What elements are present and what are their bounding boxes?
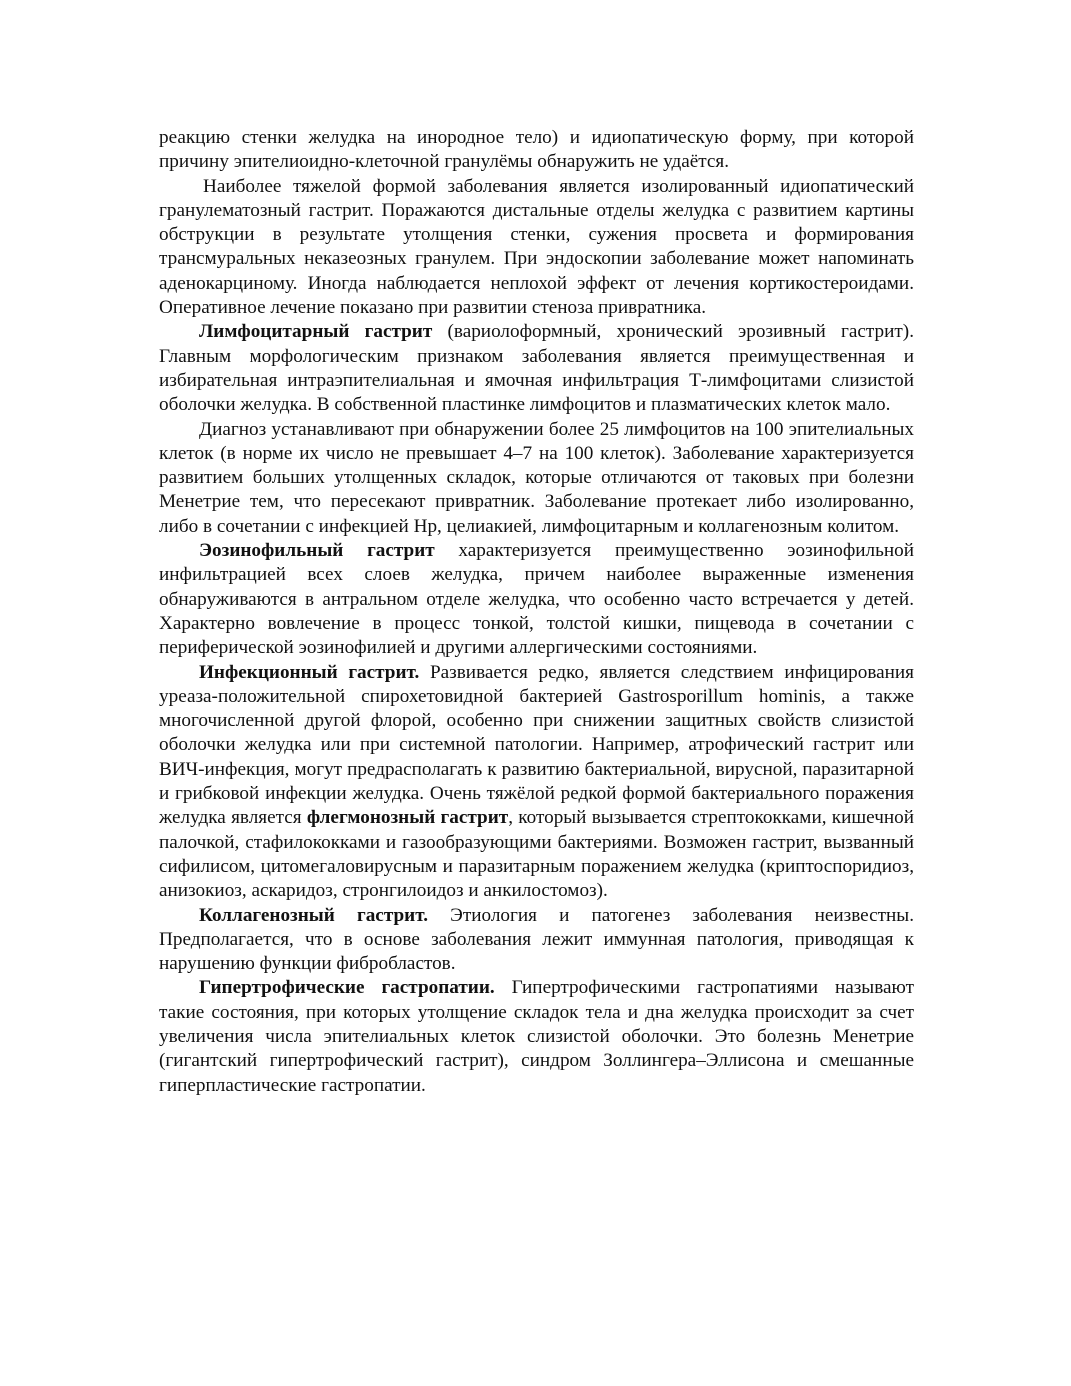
paragraph-diagnosis <box>159 418 914 539</box>
term-heading: Гипертрофические гастропатии. <box>199 977 495 999</box>
paragraph-text: реакцию стенки желудка на инородное тело) и идиопатическую форму, при которой причину эпителиоидно-клеточной гранулёмы обнаружить не удаётся. <box>159 127 914 173</box>
paragraph-granuloma-continuation <box>159 126 914 175</box>
paragraph-text: Гипертрофическими гастропатиями называют такие состояния, при которых утолщение складок тела и дна желудка происходит за счет увеличения числа эпителиальных клеток слизистой оболочки. Это болезнь Менетрие (гигантский гипертрофический гастрит), синдром Золлингера–Эллисона и смешанные гиперпластические гастропатии. <box>159 977 914 1096</box>
term-heading: Коллагенозный гастрит. <box>199 904 428 926</box>
term-heading: Инфекционный гастрит. <box>199 661 420 683</box>
paragraph-infectious-gastritis <box>159 661 914 904</box>
paragraph-text: Этиология и патогенез заболевания неизвестны. Предполагается, что в основе заболевания лежит иммунная патология, приводящая к нарушению функции фибробластов. <box>159 904 914 975</box>
paragraph-collagenous-gastritis <box>159 904 914 977</box>
paragraph-text: Диагноз устанавливают при обнаружении более 25 лимфоцитов на 100 эпителиальных клеток (в норме их число не превышает 4–7 на 100 клеток). Заболевание характеризуется развитием больших утолщенных складок, которые отличаются от таковых при болезни Менетрие тем, что пересекают привратник. Заболевание протекает либо изолированно, либо в сочетании с инфекцией Нр, целиакией, лимфоцитарным и коллагенозным колитом. <box>159 418 914 537</box>
term-inline: флегмонозный гастрит <box>306 807 509 829</box>
paragraph-text: (вариолоформный, хронический эрозивный гастрит). Главным морфологическим признаком заболевания является преимущественная и избирательная интраэпителиальная и ямочная инфильтрация Т-лимфоцитами слизистой оболочки желудка. В собственной пластинке лимфоцитов и плазматических клеток мало. <box>159 321 914 416</box>
term-heading: Лимфоцитарный гастрит <box>199 321 433 343</box>
term-heading: Эозинофильный гастрит <box>199 540 435 562</box>
paragraph-lymphocytic-gastritis <box>159 320 914 417</box>
paragraph-text: , который вызывается стрептококками, кишечной палочкой, стафилококками и газообразующими бактериями. Возможен гастрит, вызванный сифилисом, цитомегаловирусным и паразитарным поражением желудка (криптоспоридиоз, анизокиоз, аскаридоз, стронгилоидоз и анкилостомоз). <box>159 807 914 902</box>
paragraph-idiopathic-granulomatous <box>159 175 914 321</box>
paragraph-text: Развивается редко, является следствием инфицирования уреаза-положительной спирохетовидной бактерией Gastrosporillum hominis, а также многочисленной другой флорой, особенно при снижении защитных свойств слизистой оболочки желудка или при системной патологии. Например, атрофический гастрит или ВИЧ-инфекция, могут предрасполагать к развитию бактериальной, вирусной, паразитарной и грибковой инфекции желудка. Очень тяжёлой редкой формой бактериального поражения желудка является <box>159 661 914 829</box>
paragraph-hypertrophic-gastropathies <box>159 976 914 1097</box>
paragraph-eosinophilic-gastritis <box>159 539 914 660</box>
paragraph-text: характеризуется преимущественно эозинофильной инфильтрацией всех слоев желудка, причем наиболее выраженные изменения обнаруживаются в антральном отделе желудка, что особенно часто встречается у детей. Характерно вовлечение в процесс тонкой, толстой кишки, пищевода в сочетании с периферической эозинофилией и другими аллергическими состояниями. <box>159 540 915 659</box>
document-page <box>159 126 914 1098</box>
paragraph-text: Наиболее тяжелой формой заболевания является изолированный идиопатический гранулематозный гастрит. Поражаются дистальные отделы желудка с развитием картины обструкции в результате утолщения стенки, сужения просвета и формирования трансмуральных неказеозных гранулем. При эндоскопии заболевание может напоминать аденокарциному. Иногда наблюдается неплохой эффект от лечения кортикостероидами. Оперативное лечение показано при развитии стеноза привратника. <box>159 175 914 319</box>
